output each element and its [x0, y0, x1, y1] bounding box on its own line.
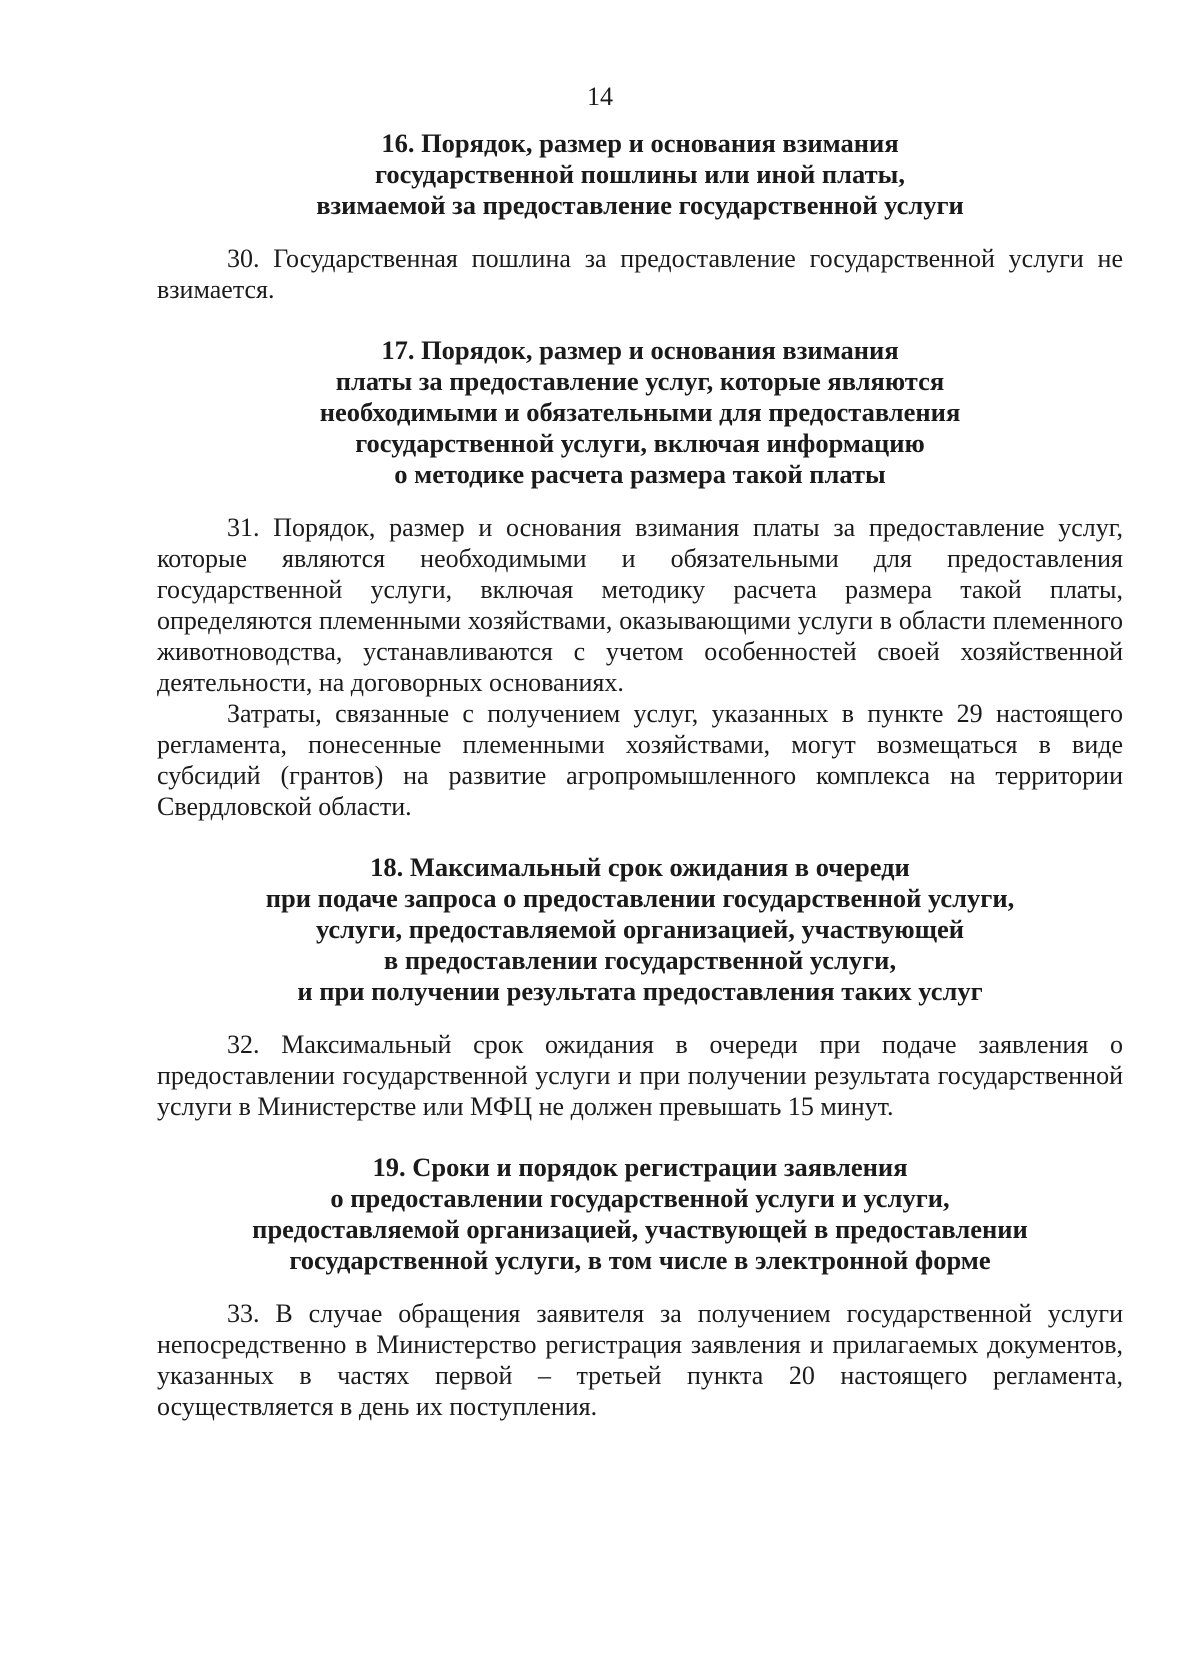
heading-line: государственной пошлины или иной платы,: [375, 159, 905, 189]
heading-line: необходимыми и обязательными для предоставления: [319, 397, 961, 427]
section-heading: [117, 335, 1163, 490]
heading-line: в предоставлении государственной услуги,: [383, 945, 897, 975]
heading-line: при подаче запроса о предоставлении государственной услуги,: [265, 883, 1015, 913]
section-18: [157, 852, 1123, 1122]
heading-line: государственной услуги, в том числе в электронной форме: [289, 1245, 991, 1275]
heading-line: предоставляемой организацией, участвующей в предоставлении: [252, 1214, 1028, 1244]
section-heading: [117, 1152, 1163, 1276]
paragraph: 33. В случае обращения заявителя за получением государственной услуги непосредственно в Министерство регистрация заявления и прилагаемых документов, указанных в частях первой – третьей пункта 20 настоящего регламента, осуществляется в день их поступления.: [157, 1299, 1123, 1421]
document-body: [157, 128, 1123, 1422]
heading-line: взимаемой за предоставление государственной услуги: [316, 190, 964, 220]
heading-line: 17. Порядок, размер и основания взимания: [381, 335, 899, 365]
paragraph: Затраты, связанные с получением услуг, указанных в пункте 29 настоящего регламента, понесенные племенными хозяйствами, могут возмещаться в виде субсидий (грантов) на развитие агропромышленного комплекса на территории Свердловской области.: [157, 699, 1123, 821]
section-heading: [117, 852, 1163, 1007]
section-17: [157, 335, 1123, 822]
paragraph: 30. Государственная пошлина за предоставление государственной услуги не взимается.: [157, 244, 1123, 304]
heading-line: и при получении результата предоставления таких услуг: [297, 976, 983, 1006]
heading-line: 19. Сроки и порядок регистрации заявления: [372, 1152, 908, 1182]
heading-line: государственной услуги, включая информацию: [355, 428, 925, 458]
section-16: [157, 128, 1123, 305]
page-number: 14: [587, 82, 613, 111]
heading-line: платы за предоставление услуг, которые являются: [335, 366, 945, 396]
heading-line: о предоставлении государственной услуги и услуги,: [330, 1183, 950, 1213]
paragraph: 31. Порядок, размер и основания взимания платы за предоставление услуг, которые являются необходимыми и обязательными для предоставления государственной услуги, включая методику расчета размера такой платы, определяются племенными хозяйствами, оказывающими услуги в области племенного животноводства, устанавливаются с учетом особенностей своей хозяйственной деятельности, на договорных основаниях.: [157, 513, 1123, 697]
paragraph: 32. Максимальный срок ожидания в очереди при подаче заявления о предоставлении государственной услуги и при получении результата государственной услуги в Министерстве или МФЦ не должен превышать 15 минут.: [157, 1030, 1123, 1121]
heading-line: 16. Порядок, размер и основания взимания: [381, 128, 899, 158]
section-heading: [117, 128, 1163, 221]
heading-line: 18. Максимальный срок ожидания в очереди: [370, 852, 910, 882]
heading-line: услуги, предоставляемой организацией, участвующей: [315, 914, 965, 944]
section-19: [157, 1152, 1123, 1422]
heading-line: о методике расчета размера такой платы: [394, 459, 886, 489]
